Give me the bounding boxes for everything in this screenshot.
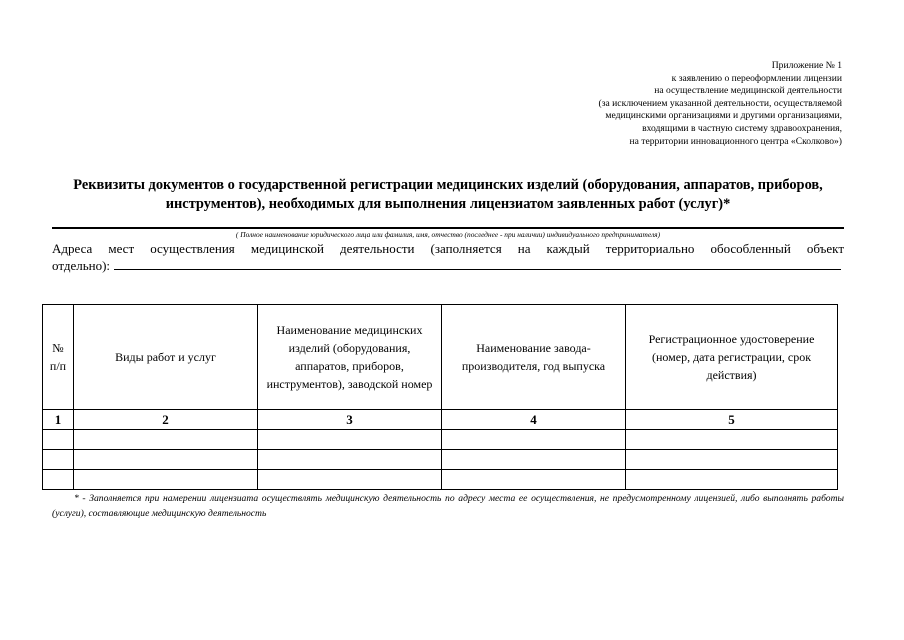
licensee-name-caption: ( Полное наименование юридического лица или фамилия, имя, отчество (последнее - при наличии) индивидуального предпринимателя) [235,230,661,239]
header-device-names: Наименование медицинских изделий (оборудования, аппаратов, приборов, инструментов), заводской номер [258,305,442,410]
appendix-line: к заявлению о переоформлении лицензии [671,72,842,84]
table-cell[interactable] [258,430,442,450]
appendix-line: медицинскими организациями и другими организациями, [605,110,842,122]
header-registration-certificate: Регистрационное удостоверение (номер, дата регистрации, срок действия) [626,305,838,410]
table-cell[interactable] [626,450,838,470]
header-manufacturer: Наименование завода-производителя, год выпуска [442,305,626,410]
address-input-line[interactable] [114,269,841,270]
header-work-types: Виды работ и услуг [74,305,258,410]
table-cell[interactable] [74,450,258,470]
appendix-line: на осуществление медицинской деятельности [654,85,842,97]
address-label-line1: Адреса мест осуществления медицинской деятельности (заполняется на каждый территориально обособленный объект [52,241,844,256]
table-cell[interactable] [258,450,442,470]
address-label-line2: отдельно): [52,258,111,273]
column-number: 4 [442,410,626,430]
table-row [43,430,838,450]
appendix-line: на территории инновационного центра «Сколково») [629,135,842,147]
table-cell[interactable] [442,450,626,470]
column-number-row [43,410,838,430]
table-row [43,470,838,490]
document-title: Реквизиты документов о государственной регистрации медицинских изделий (оборудования, аппаратов, приборов, инструментов), необходимых для выполнения лицензиатом заявленных работ (услуг)* [73,177,823,212]
table-cell[interactable] [74,470,258,490]
appendix-line: входящими в частную систему здравоохранения, [642,122,842,134]
table-cell[interactable] [626,470,838,490]
licensee-name-line[interactable] [52,227,844,229]
appendix-line: (за исключением указанной деятельности, осуществляемой [598,97,842,109]
table-cell[interactable] [74,430,258,450]
table-cell[interactable] [43,450,74,470]
table-header-row [43,305,838,410]
table-cell[interactable] [43,470,74,490]
table-row [43,450,838,470]
table-cell[interactable] [43,430,74,450]
column-number: 3 [258,410,442,430]
table-cell[interactable] [258,470,442,490]
table-cell[interactable] [442,470,626,490]
header-number: № п/п [43,305,74,410]
column-number: 1 [43,410,74,430]
appendix-header [512,60,842,148]
table-cell[interactable] [442,430,626,450]
footnote: * - Заполняется при намерении лицензиата осуществлять медицинскую деятельность по адресу места ее осуществления, не предусмотренному лицензией, либо выполнять работы (услуги), составляющие медицинскую деятельность [52,493,844,519]
table-cell[interactable] [626,430,838,450]
registration-table [42,304,838,490]
column-number: 5 [626,410,838,430]
appendix-line: Приложение № 1 [771,60,842,71]
column-number: 2 [74,410,258,430]
